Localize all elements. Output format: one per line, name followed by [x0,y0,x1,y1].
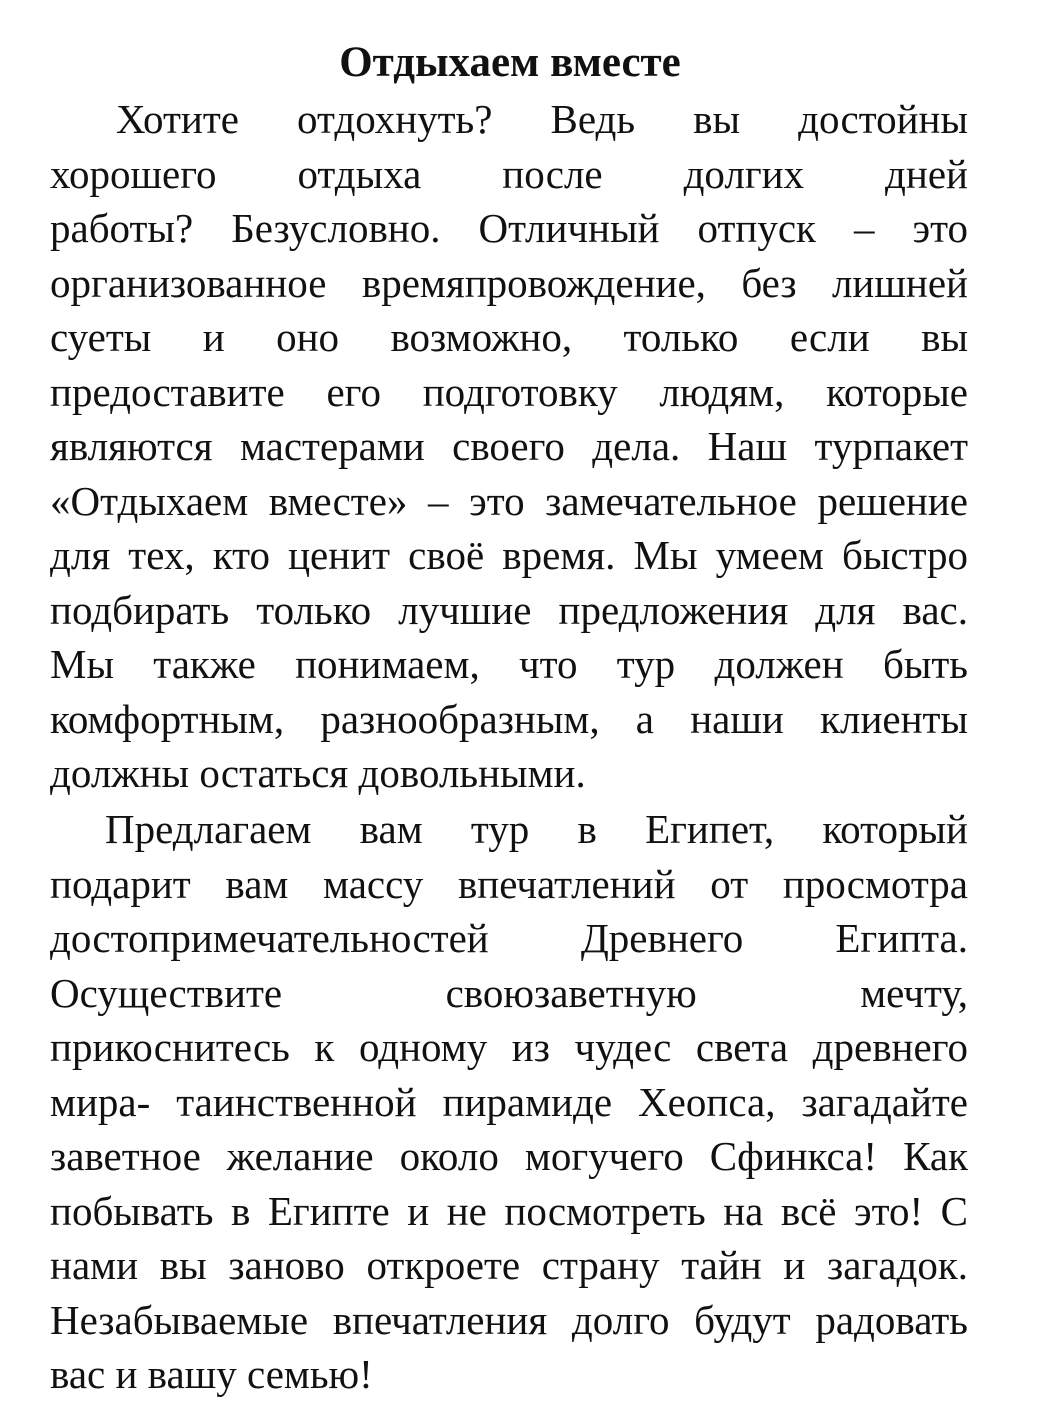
paragraph-1 [50,92,968,801]
text-line: подбирать только лучшие предложения для вас. [50,586,968,633]
paragraph-2 [50,802,968,1402]
text-line: прикоснитесь к одному из чудес света древнего [50,1024,968,1070]
document-title: Отдыхаем вместе [339,39,681,86]
text-line: мира- таинственной пирамиде Хеопса, загадайте [50,1078,968,1125]
text-line: заветное желание около могучего Сфинкса! Как [50,1133,968,1179]
text-line: работы? Безусловно. Отличный отпуск – это [50,205,968,251]
text-line: Мы также понимаем, что тур должен быть [50,641,968,687]
text-line: побывать в Египте и не посмотреть на всё это! С [50,1187,968,1234]
text-line: являются мастерами своего дела. Наш турпакет [50,423,968,469]
text-line: Предлагаем вам тур в Египет, который [105,806,968,852]
text-line: предоставите его подготовку людям, которые [50,368,968,415]
text-line: для тех, кто ценит своё время. Мы умеем быстро [50,532,968,578]
text-line: достопримечательностей Древнего Египта. [50,915,968,961]
text-line: «Отдыхаем вместе» – это замечательное решение [50,477,968,524]
text-line: подарит вам массу впечатлений от просмотра [50,860,968,907]
text-line: суеты и оно возможно, только если вы [50,314,968,360]
text-line: организованное времяпровождение, без лишней [50,259,968,306]
text-line: Осуществите своюзаветную мечту, [50,969,968,1016]
text-line: нами вы заново откроете страну тайн и загадок. [50,1242,968,1288]
text-line: комфортным, разнообразным, а наши клиенты [50,695,968,742]
text-line: Незабываемые впечатления долго будут радовать [50,1296,968,1343]
text-line: вас и вашу семью! [50,1351,373,1397]
text-line: Хотите отдохнуть? Ведь вы достойны [116,96,968,142]
text-line: должны остаться довольными. [50,750,586,796]
text-line: хорошего отдыха после долгих дней [50,150,968,197]
